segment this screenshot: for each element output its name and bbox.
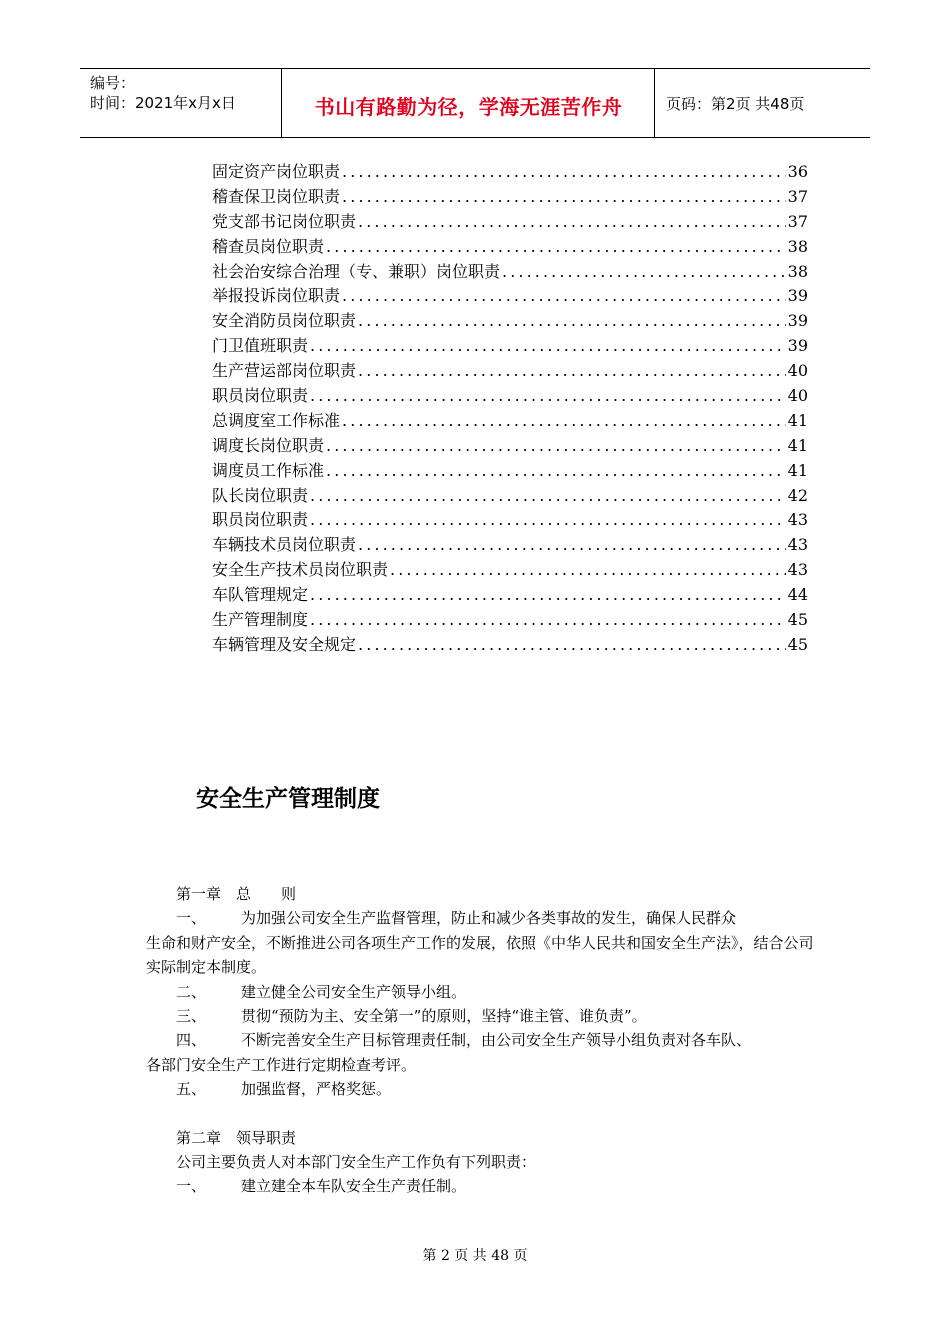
toc-entry[interactable]: [212, 260, 808, 285]
header-meta: [90, 73, 280, 113]
toc-entry[interactable]: [212, 608, 808, 633]
toc-entry-title: 职员岗位职责: [212, 386, 309, 406]
clause: [146, 1174, 818, 1198]
toc-entry[interactable]: [212, 160, 808, 185]
toc-leader-dots: [326, 434, 786, 459]
toc-entry[interactable]: [212, 384, 808, 409]
toc-entry-page: 43: [787, 535, 808, 555]
toc-entry[interactable]: [212, 583, 808, 608]
toc-entry-page: 43: [787, 510, 808, 530]
toc-leader-dots: [358, 210, 786, 235]
table-of-contents: [212, 160, 808, 658]
toc-entry-title: 车辆管理及安全规定: [212, 634, 357, 654]
clause-number: 三、: [176, 1007, 207, 1026]
toc-entry-page: 40: [787, 386, 808, 406]
header-motto: 书山有路勤为径，学海无涯苦作舟: [314, 95, 623, 119]
clause: [146, 906, 818, 930]
clause-text: 建立建全本车队安全生产责任制。: [241, 1177, 467, 1196]
toc-entry[interactable]: [212, 235, 808, 260]
toc-entry-page: 38: [787, 236, 808, 256]
clause-text: 为加强公司安全生产监督管理，防止和减少各类事故的发生，确保人民群众: [241, 909, 737, 928]
toc-entry-page: 38: [787, 261, 808, 281]
clause-number: 五、: [176, 1080, 207, 1099]
toc-entry-title: 党支部书记岗位职责: [212, 211, 357, 231]
toc-leader-dots: [358, 359, 786, 384]
toc-entry[interactable]: [212, 334, 808, 359]
clause: [146, 1077, 818, 1101]
toc-entry[interactable]: [212, 359, 808, 384]
toc-entry[interactable]: [212, 558, 808, 583]
toc-entry-title: 固定资产岗位职责: [212, 162, 341, 181]
toc-entry-page: 37: [787, 186, 808, 206]
number-label: 编号：: [90, 74, 136, 92]
clause: [146, 1004, 818, 1028]
clause-number: 一、: [176, 909, 207, 928]
toc-leader-dots: [342, 185, 786, 210]
toc-leader-dots: [342, 160, 786, 185]
toc-entry-page: 45: [787, 634, 808, 654]
toc-entry[interactable]: [212, 459, 808, 484]
chapter2-items: [146, 1174, 818, 1198]
toc-entry-title: 总调度室工作标准: [212, 410, 341, 430]
toc-leader-dots: [310, 484, 786, 509]
toc-entry-title: 社会治安综合治理（专、兼职）岗位职责: [212, 261, 501, 281]
toc-leader-dots: [358, 633, 786, 658]
toc-entry[interactable]: [212, 434, 808, 459]
page-footer: 第 2 页 共 48 页: [422, 1248, 528, 1264]
toc-entry-title: 队长岗位职责: [212, 485, 309, 505]
toc-leader-dots: [342, 284, 786, 309]
toc-entry[interactable]: [212, 185, 808, 210]
toc-entry[interactable]: [212, 508, 808, 533]
clause-text: 贯彻“预防为主、安全第一”的原则，坚持“谁主管、谁负责”。: [241, 1007, 647, 1026]
toc-entry-page: 39: [787, 336, 808, 356]
toc-entry-page: 39: [787, 311, 808, 331]
page-header: [80, 68, 870, 138]
toc-entry-page: 44: [787, 585, 808, 605]
toc-entry-page: 37: [787, 211, 808, 231]
toc-entry-title: 调度长岗位职责: [212, 435, 325, 455]
toc-entry-page: 39: [787, 286, 808, 306]
toc-entry-title: 稽查保卫岗位职责: [212, 186, 341, 206]
time-label: 时间：2021年x月x日: [90, 94, 236, 112]
toc-entry[interactable]: [212, 633, 808, 658]
toc-entry-page: 36: [787, 162, 808, 181]
toc-entry-title: 安全消防员岗位职责: [212, 311, 357, 331]
toc-entry[interactable]: [212, 284, 808, 309]
toc-leader-dots: [326, 459, 786, 484]
chapter-heading: 第一章 总 则: [176, 885, 297, 903]
toc-entry-page: 43: [787, 560, 808, 580]
toc-entry-page: 42: [787, 485, 808, 505]
toc-leader-dots: [310, 608, 786, 633]
toc-entry[interactable]: [212, 210, 808, 235]
header-divider: [654, 69, 655, 137]
toc-leader-dots: [358, 533, 786, 558]
toc-leader-dots: [326, 235, 786, 260]
section-title: 安全生产管理制度: [196, 786, 380, 812]
toc-entry[interactable]: [212, 409, 808, 434]
clause-text: 加强监督，严格奖惩。: [241, 1080, 392, 1099]
clause-number: 二、: [176, 982, 207, 1001]
chapter-heading: 第二章 领导职责: [176, 1128, 297, 1147]
toc-entry-title: 举报投诉岗位职责: [212, 286, 341, 306]
toc-entry-title: 调度员工作标准: [212, 460, 325, 480]
toc-leader-dots: [310, 583, 786, 608]
clause: [146, 980, 818, 1004]
toc-leader-dots: [310, 334, 786, 359]
document-body: [146, 882, 818, 1199]
toc-entry-page: 41: [787, 435, 808, 455]
header-divider: [281, 69, 282, 137]
clause-number: 四、: [176, 1031, 207, 1050]
chapter-intro: 公司主要负责人对本部门安全生产工作负有下列职责：: [176, 1153, 537, 1172]
toc-entry-page: 45: [787, 610, 808, 630]
toc-entry[interactable]: [212, 533, 808, 558]
toc-leader-dots: [310, 384, 786, 409]
toc-entry-title: 稽查员岗位职责: [212, 236, 325, 256]
toc-entry[interactable]: [212, 309, 808, 334]
toc-leader-dots: [342, 409, 786, 434]
toc-entry-title: 门卫值班职责: [212, 336, 309, 356]
toc-entry[interactable]: [212, 484, 808, 509]
toc-entry-title: 车队管理规定: [212, 585, 309, 605]
toc-entry-page: 40: [787, 361, 808, 381]
toc-entry-title: 生产管理制度: [212, 610, 309, 630]
header-page-info: 页码：第2页 共48页: [666, 95, 805, 113]
clause-continuation: 各部门安全生产工作进行定期检查考评。: [146, 1055, 417, 1074]
toc-entry-title: 生产营运部岗位职责: [212, 361, 357, 381]
chapter1-items: [146, 906, 818, 1101]
toc-entry-page: 41: [787, 460, 808, 480]
clause: [146, 1028, 818, 1052]
toc-leader-dots: [358, 309, 786, 334]
clause-continuation: 生命和财产安全，不断推进公司各项生产工作的发展，依照《中华人民共和国安全生产法》，结合公司实际制定本制度。: [146, 933, 814, 977]
toc-entry-title: 车辆技术员岗位职责: [212, 535, 357, 555]
toc-leader-dots: [390, 558, 786, 583]
toc-leader-dots: [310, 508, 786, 533]
toc-entry-page: 41: [787, 410, 808, 430]
toc-entry-title: 安全生产技术员岗位职责: [212, 560, 389, 580]
clause-text: 建立健全公司安全生产领导小组。: [241, 982, 467, 1001]
toc-leader-dots: [502, 260, 786, 285]
clause-text: 不断完善安全生产目标管理责任制，由公司安全生产领导小组负责对各车队、: [241, 1031, 752, 1050]
toc-entry-title: 职员岗位职责: [212, 510, 309, 530]
clause-number: 一、: [176, 1177, 207, 1196]
